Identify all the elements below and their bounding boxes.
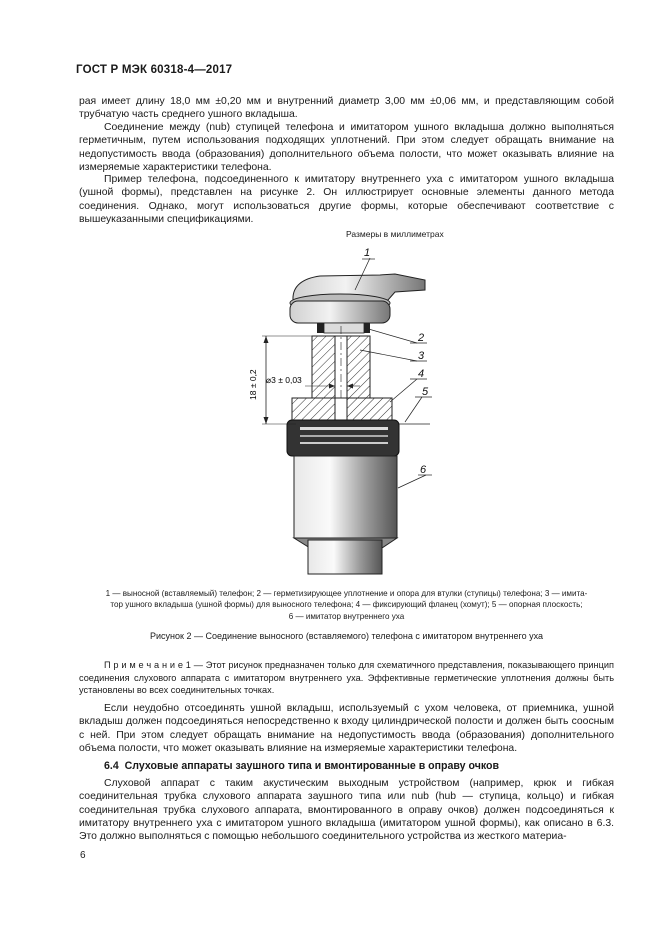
paragraph-3: Пример телефона, подсоединенного к имитатору внутреннего уха с имитатором ушного вкладыша (ушной формы), представлен на рисунке 2. Он иллюстрирует основные элементы данного метода соединения. Однако, могут использоваться другие формы, которые обеспечивают соответствие с вышеуказанными спецификациями.: [79, 174, 614, 225]
receiver-shape: [290, 274, 425, 323]
note-text: Этот рисунок предназначен только для схематичного представления, показывающего принцип соединения слухового аппарата с имитатором внутреннего уха. Эффективные герметические уплотнения должны быть установлены во всех соединительных точках.: [79, 660, 614, 696]
label-3: 3: [418, 350, 425, 362]
label-1: 1: [364, 247, 371, 259]
paragraph-2: Соединение между (nub) ступицей телефона и имитатором ушного вкладыша должно выполняться герметичным, путем использования подходящих уплотнений. При этом следует обращать внимание на недопустимость ввода (образования) дополнительного объема полости, что может оказывать влияние на измеряемые характеристики телефона.: [79, 122, 614, 173]
dimension-18-label: 18 ± 0,2: [248, 369, 258, 400]
page-number: 6: [80, 850, 86, 861]
collar-shape: [287, 398, 399, 456]
document-header: ГОСТ Р МЭК 60318-4—2017: [76, 64, 233, 76]
legend-line-1: 1 — выносной (вставляемый) телефон; 2 — герметизирующее уплотнение и опора для втулки (ступицы) телефона; 3 — имита-: [105, 589, 588, 598]
label-6: 6: [420, 464, 427, 476]
note-block: [79, 659, 614, 697]
label-4: 4: [418, 368, 425, 380]
section-title: Слуховые аппараты заушного типа и вмонтированные в оправу очков: [124, 760, 499, 772]
label-2: 2: [418, 332, 425, 344]
ear-simulator-shape: [294, 456, 397, 574]
paragraph-4: Если неудобно отсоединять ушной вкладыш, используемый с ухом человека, от приемника, ушной вкладыш должен подсоединяться непосредственно к входу цилиндрической полости и должен быть соосным с ней. При этом следует обращать внимание на недопустимость ввода (образования) дополнительного объема полости, что может оказывать влияние на измеряемые характеристики телефона.: [79, 703, 614, 754]
section-heading: [104, 760, 499, 772]
section-number: 6.4: [104, 760, 119, 772]
dimensions-note: Размеры в миллиметрах: [346, 229, 444, 239]
figure-caption: Рисунок 2 — Соединение выносного (вставляемого) телефона с имитатором внутреннего уха: [150, 631, 543, 641]
label-5: 5: [422, 386, 429, 398]
figure-connection-diagram: [230, 240, 470, 580]
paragraph-5: Слуховой аппарат с таким акустическим выходным устройством (например, крюк и гибкая соединительная трубка слухового аппарата заушного типа или nub (hub — ступица, кольцо) и гибкая соединительная трубка слухового аппарата, вмонтированного в оправу очков) должен подсоединяться к имитатору внутреннего уха с имитатором ушного вкладыша (имитатором ушной формы), как описано в 6.3. Это должно выполняться с помощью небольшого соединительного устройства из жесткого материа-: [79, 778, 614, 843]
paragraph-1: рая имеет длину 18,0 мм ±0,20 мм и внутренний диаметр 3,00 мм ±0,06 мм, и представляющим собой трубчатую часть среднего ушного вкладыша.: [79, 96, 614, 121]
dimension-diameter-label: ⌀3 ± 0,03: [266, 375, 302, 385]
figure-legend: [79, 588, 614, 622]
note-label: П р и м е ч а н и е 1 —: [104, 660, 203, 670]
legend-line-3: 6 — имитатор внутреннего уха: [288, 611, 405, 621]
legend-line-2: тор ушного вкладыша (ушной формы) для выносного телефона; 4 — фиксирующий фланец (хомут); 5 — опорная плоскость;: [110, 600, 583, 610]
